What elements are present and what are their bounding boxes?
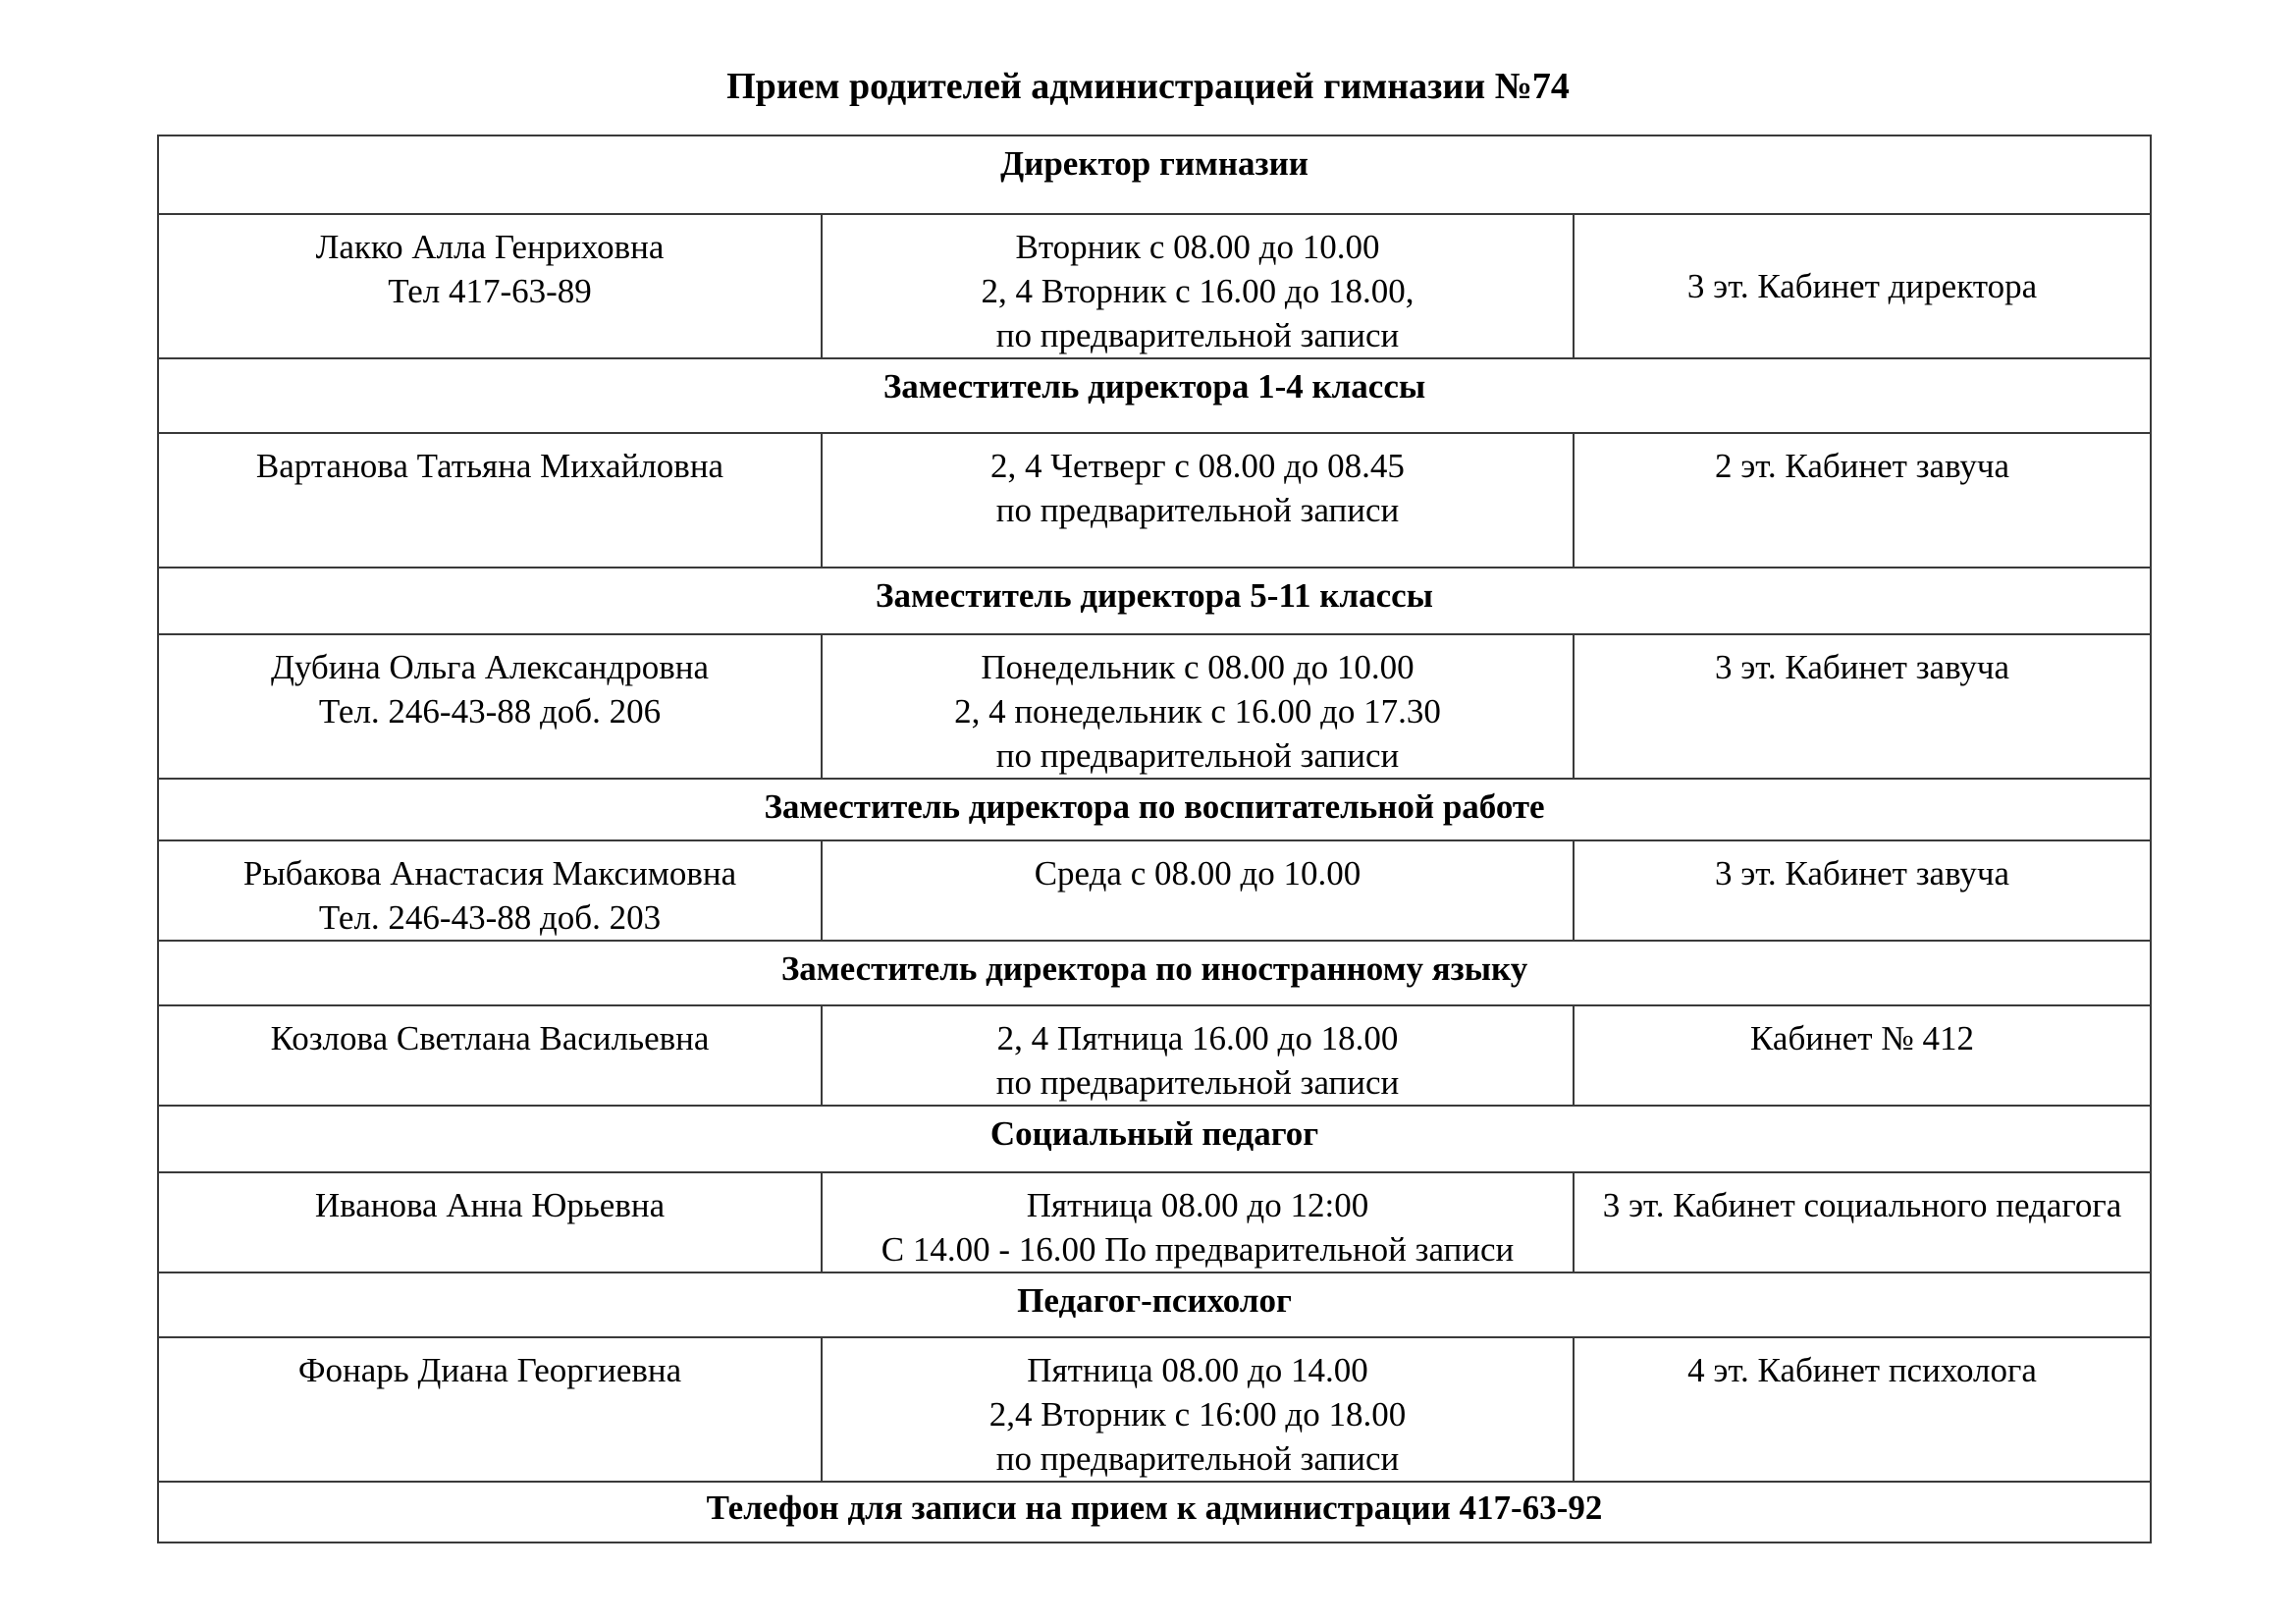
schedule-cell (822, 634, 1574, 779)
section-header-row (158, 135, 2151, 214)
reception-schedule-table (157, 135, 2152, 1543)
schedule-cell (822, 840, 1574, 941)
schedule-line: по предварительной записи (995, 1063, 1400, 1102)
section-header: Заместитель директора по воспитательной работе (158, 779, 2151, 840)
schedule-line: Пятница 08.00 до 14.00 (1027, 1351, 1368, 1389)
footer-row (158, 1482, 2151, 1543)
room-cell (1574, 840, 2151, 941)
staff-row (158, 1172, 2151, 1272)
room-label: 2 эт. Кабинет завуча (1715, 447, 2010, 485)
schedule-line: по предварительной записи (995, 316, 1400, 354)
staff-row (158, 433, 2151, 568)
room-label: 3 эт. Кабинет завуча (1715, 648, 2010, 686)
room-label: 3 эт. Кабинет завуча (1715, 854, 2010, 893)
schedule-line: 2, 4 Вторник с 16.00 до 18.00, (981, 272, 1415, 310)
staff-name: Дубина Ольга Александровна (270, 648, 710, 686)
schedule-line: по предварительной записи (995, 736, 1400, 775)
section-header: Заместитель директора по иностранному языку (158, 941, 2151, 1005)
room-cell (1574, 1337, 2151, 1482)
section-header-row (158, 941, 2151, 1005)
schedule-line: Понедельник с 08.00 до 10.00 (981, 648, 1415, 686)
schedule-line: по предварительной записи (995, 491, 1400, 529)
schedule-line: 2, 4 Пятница 16.00 до 18.00 (996, 1019, 1399, 1057)
schedule-line: С 14.00 - 16.00 По предварительной записи (881, 1230, 1515, 1269)
staff-row (158, 1337, 2151, 1482)
staff-name: Вартанова Татьяна Михайловна (255, 447, 724, 485)
staff-phone: Тел. 246-43-88 доб. 206 (318, 692, 662, 731)
appointment-phone: Телефон для записи на прием к администрации 417-63-92 (158, 1482, 2151, 1543)
schedule-cell (822, 1337, 1574, 1482)
page-title: Прием родителей администрацией гимназии №74 (726, 66, 1570, 107)
room-cell (1574, 1005, 2151, 1106)
room-label: 3 эт. Кабинет социального педагога (1602, 1186, 2122, 1224)
schedule-line: Пятница 08.00 до 12:00 (1026, 1186, 1369, 1224)
section-header: Директор гимназии (158, 135, 2151, 214)
staff-name-cell (158, 433, 822, 568)
staff-name: Лакко Алла Генриховна (315, 228, 665, 266)
staff-name: Иванова Анна Юрьевна (314, 1186, 666, 1224)
room-cell (1574, 433, 2151, 568)
staff-name: Козлова Светлана Васильевна (270, 1019, 710, 1057)
staff-name-cell (158, 1172, 822, 1272)
staff-phone: Тел 417-63-89 (388, 272, 592, 310)
schedule-line: 2, 4 Четверг с 08.00 до 08.45 (990, 447, 1405, 485)
schedule-line: по предварительной записи (995, 1439, 1400, 1478)
section-header-row (158, 358, 2151, 433)
section-header: Социальный педагог (158, 1106, 2151, 1172)
staff-name-cell (158, 634, 822, 779)
staff-name-cell (158, 840, 822, 941)
room-label: Кабинет № 412 (1750, 1019, 1974, 1057)
room-label: 4 эт. Кабинет психолога (1687, 1351, 2037, 1389)
section-header-row (158, 568, 2151, 634)
room-cell (1574, 634, 2151, 779)
section-header: Педагог-психолог (158, 1272, 2151, 1337)
section-header-row (158, 779, 2151, 840)
schedule-line: 2,4 Вторник с 16:00 до 18.00 (988, 1395, 1407, 1434)
schedule-line: Среда с 08.00 до 10.00 (1034, 854, 1362, 893)
staff-name: Рыбакова Анастасия Максимовна (242, 854, 737, 893)
section-header-row (158, 1272, 2151, 1337)
room-cell (1574, 1172, 2151, 1272)
staff-row (158, 634, 2151, 779)
staff-name: Фонарь Диана Георгиевна (297, 1351, 682, 1389)
schedule-line: 2, 4 понедельник с 16.00 до 17.30 (954, 692, 1441, 731)
staff-name-cell (158, 214, 822, 358)
section-header-row (158, 1106, 2151, 1172)
schedule-cell (822, 433, 1574, 568)
room-cell (1574, 214, 2151, 358)
room-label: 3 эт. Кабинет директора (1686, 267, 2038, 305)
section-header: Заместитель директора 1-4 классы (158, 358, 2151, 433)
schedule-cell (822, 1172, 1574, 1272)
staff-phone: Тел. 246-43-88 доб. 203 (318, 898, 662, 937)
staff-row (158, 840, 2151, 941)
staff-name-cell (158, 1337, 822, 1482)
staff-row (158, 214, 2151, 358)
staff-name-cell (158, 1005, 822, 1106)
schedule-line: Вторник с 08.00 до 10.00 (1015, 228, 1380, 266)
schedule-cell (822, 1005, 1574, 1106)
section-header: Заместитель директора 5-11 классы (158, 568, 2151, 634)
schedule-cell (822, 214, 1574, 358)
staff-row (158, 1005, 2151, 1106)
